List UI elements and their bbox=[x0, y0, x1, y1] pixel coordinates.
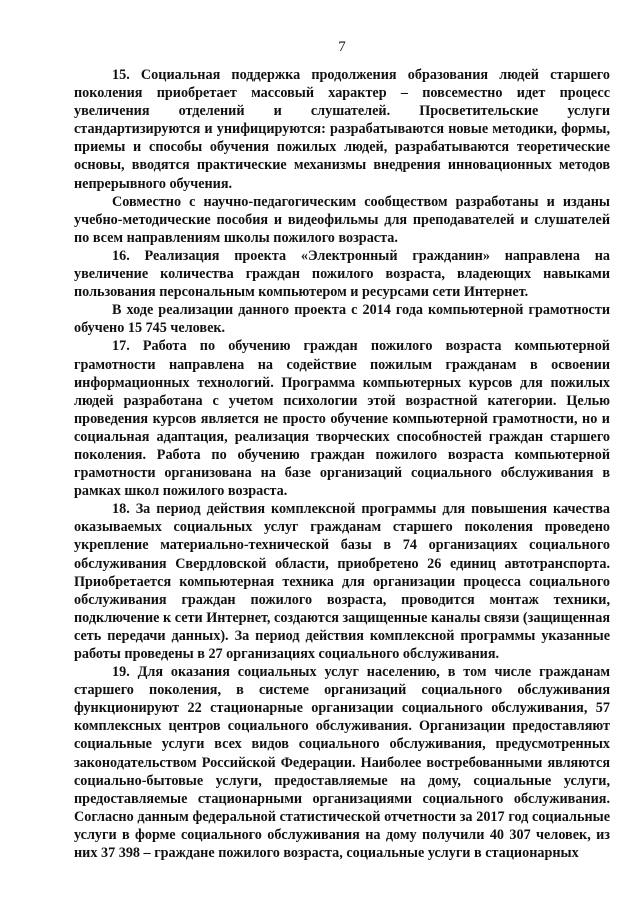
paragraph-16-continued: В ходе реализации данного проекта с 2014 года компьютерной грамотности обучено 15 745 человек. bbox=[74, 302, 610, 337]
paragraph-18: 18. За период действия комплексной программы для повышения качества оказываемых социальных услуг гражданам старшего поколения проведено укрепление материально-технической базы в 74 организациях социального обслуживания Свердловской области, приобретено 26 единиц автотранспорта. Приобретается компьютерная техника для организации процесса социального обслуживания граждан пожилого возраста, проводится монтаж техники, подключение к сети Интернет, создаются защищенные каналы связи (защищенная сеть передачи данных). За период действия комплексной программы указанные работы проведены в 27 организациях социального обслуживания. bbox=[74, 501, 610, 662]
paragraph-19: 19. Для оказания социальных услуг населению, в том числе гражданам старшего поколения, в системе организаций социального обслуживания функционируют 22 стационарные организации социального обслуживания, 57 комплексных центров социального обслуживания. Организации предоставляют социальные услуги всех видов социального обслуживания, предусмотренных законодательством Российской Федерации. Наиболее востребованными являются социально-бытовые услуги, предоставляемые на дому, социальные услуги, предоставляемые стационарными организациями социального обслуживания. Согласно данным федеральной статистической отчетности за 2017 год социальные услуги в форме социального обслуживания на дому получили 40 307 человек, из них 37 398 – граждане пожилого возраста, социальные услуги в стационарных bbox=[74, 664, 610, 862]
page-number: 7 bbox=[338, 39, 346, 55]
paragraph-15: 15. Социальная поддержка продолжения образования людей старшего поколения приобретает массовый характер – повсеместно идет процесс увеличения отделений и слушателей. Просветительские услуги стандартизируются и унифицируются: разрабатываются новые методики, формы, приемы и способы обучения пожилых людей, разрабатываются теоретические основы, вводятся практические механизмы внедрения инновационных методов непрерывного обучения. bbox=[74, 67, 610, 192]
paragraph-16: 16. Реализация проекта «Электронный гражданин» направлена на увеличение количества граждан пожилого возраста, владеющих навыками пользования персональным компьютером и ресурсами сети Интернет. bbox=[74, 247, 610, 301]
paragraph-15-continued: Совместно с научно-педагогическим сообществом разработаны и изданы учебно-методические пособия и видеофильмы для преподавателей и слушателей по всем направлениям школы пожилого возраста. bbox=[74, 193, 610, 246]
paragraph-17: 17. Работа по обучению граждан пожилого возраста компьютерной грамотности направлена на содействие пожилым гражданам в освоении информационных технологий. Программа компьютерных курсов для пожилых людей разработана с учетом психологии этой возрастной категории. Целью проведения курсов является не просто обучение компьютерной грамотности, но и социальная адаптация, реализация творческих способностей граждан старшего поколения. Работа по обучению граждан пожилого возраста компьютерной грамотности организована на базе организаций социального обслуживания в рамках школ пожилого возраста. bbox=[74, 338, 610, 500]
